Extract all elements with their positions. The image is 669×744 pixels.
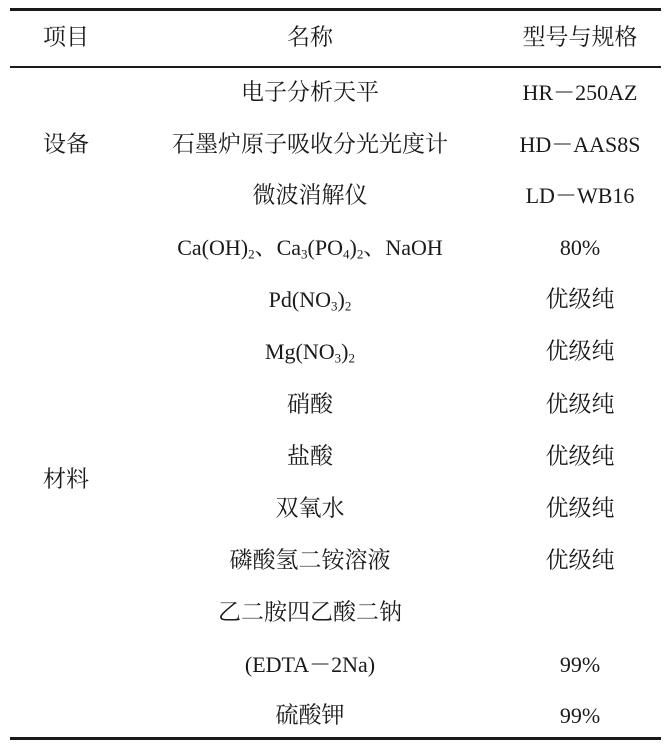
group-label-equipment: 设备 xyxy=(43,131,89,158)
table-row-spec: LD－WB16 xyxy=(525,183,635,208)
table-row-spec: HD－AAS8S xyxy=(519,132,641,157)
table-header-rule xyxy=(10,66,661,68)
table-row-name: 硝酸 xyxy=(287,391,333,418)
table-row-name-formula: $Ca(OH)_2$、$Ca_3(PO_4)_2$、NaOH xyxy=(177,235,443,262)
table-row-name: 乙二胺四乙酸二钠 xyxy=(218,599,402,626)
table-row-name: 微波消解仪 xyxy=(252,182,368,209)
table-row-name-formula: $Mg(NO_3)_2$ xyxy=(265,339,355,366)
table-row-spec: 99% xyxy=(559,703,601,728)
table-row-name: 磷酸氢二铵溶液 xyxy=(229,547,391,574)
table-row-name: (EDTA－2Na) xyxy=(244,652,376,677)
table-row-name-formula: $Pd(NO_3)_2$ xyxy=(268,287,352,314)
header-category: 项目 xyxy=(43,24,89,51)
header-spec: 型号与规格 xyxy=(522,24,638,51)
table-row-spec: 99% xyxy=(559,652,601,677)
table-row-name: 电子分析天平 xyxy=(241,79,379,106)
table-row-spec: 优级纯 xyxy=(545,286,615,313)
table-top-rule xyxy=(10,8,661,11)
table-row-name: 硫酸钾 xyxy=(275,702,345,729)
table-row-spec: 优级纯 xyxy=(545,391,615,418)
table-bottom-rule xyxy=(10,737,661,740)
table-row-name: 双氧水 xyxy=(275,495,345,522)
group-label-materials: 材料 xyxy=(43,466,89,493)
table-row-spec: 优级纯 xyxy=(545,547,615,574)
table-row-spec: HR－250AZ xyxy=(522,80,638,105)
header-name: 名称 xyxy=(287,24,333,51)
table-row-name: 石墨炉原子吸收分光光度计 xyxy=(172,131,448,158)
table-row-spec: 优级纯 xyxy=(545,495,615,522)
table-row-name: 盐酸 xyxy=(287,443,333,470)
table-row-spec: 优级纯 xyxy=(545,338,615,365)
table-row-spec: 80% xyxy=(559,235,601,260)
table-row-spec: 优级纯 xyxy=(545,443,615,470)
